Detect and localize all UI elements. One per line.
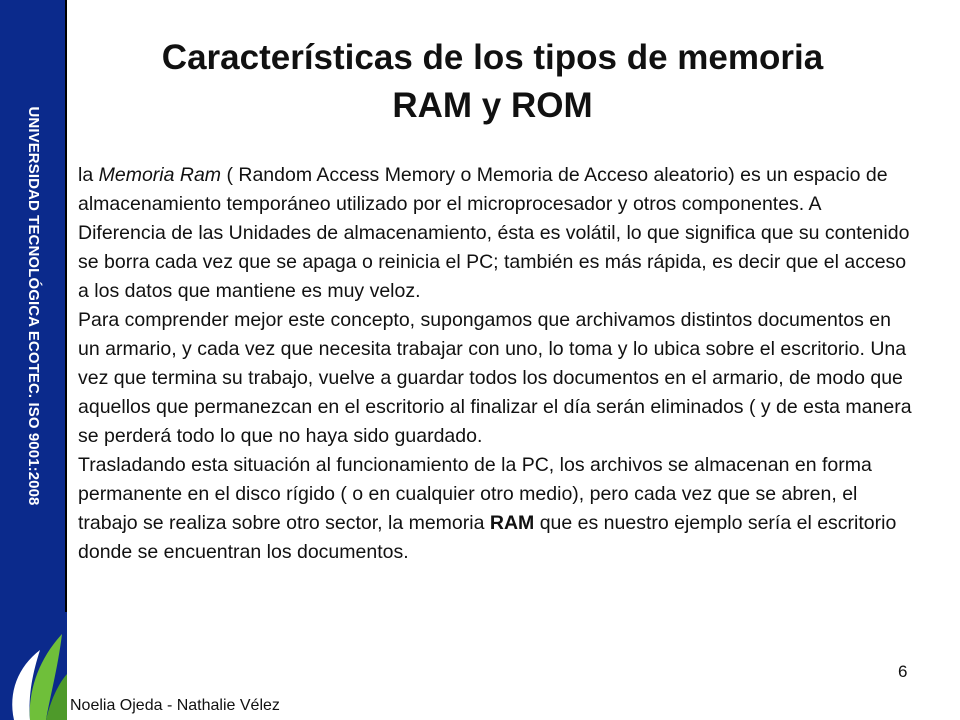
- page-number: 6: [898, 662, 908, 681]
- ecotec-leaf-logo-icon: [0, 612, 67, 720]
- paragraph-analogy: Para comprender mejor este concepto, supongamos que archivamos distintos documentos en un armario, y cada vez que necesita trabajar con uno, lo toma y lo ubica sobre el escritorio. Una vez que termina su trabajo, vuelve a guardar todos los documentos en el armario, de modo que aquellos que permanezcan en el escritorio al finalizar el día serán eliminados ( y de esta manera se perderá todo lo que no haya sido guardado.: [78, 309, 912, 447]
- title-line-1: Características de los tipos de memoria: [161, 38, 824, 77]
- paragraph-ram-definition: [78, 161, 913, 306]
- paragraph1-prefix: la: [78, 164, 99, 186]
- sidebar: [0, 0, 67, 720]
- slide-title: [75, 34, 910, 130]
- paragraph1-rest: ( Random Access Memory o Memoria de Acceso aleatorio) es un espacio de almacenamiento temporáneo utilizado por el microprocesador y otros componentes. A Diferencia de las Unidades de almacenamiento, ésta es volátil, lo que significa que su contenido se borra cada vez que se apaga o reinicia el PC; también es más rápida, es decir que el acceso a los datos que mantiene es muy veloz.: [78, 164, 910, 302]
- footer-authors: Noelia Ojeda - Nathalie Vélez: [70, 697, 280, 714]
- slide-body: [78, 161, 913, 567]
- paragraph3-after: que es nuestro ejemplo sería el escritorio donde se encuentran los documentos.: [78, 512, 897, 563]
- paragraph3-before: Trasladando esta situación al funcionamiento de la PC, los archivos se almacenan en forma permanente en el disco rígido ( o en cualquier otro medio), pero cada vez que se abren, el trabajo se realiza sobre otro sector, la memoria: [78, 454, 872, 534]
- paragraph-conclusion: [78, 451, 913, 567]
- sidebar-band: [0, 0, 67, 612]
- title-line-2: RAM y ROM: [392, 86, 593, 125]
- university-label: UNIVERSIDAD TECNOLÓGICA ECOTEC. ISO 9001:2008: [25, 106, 42, 506]
- ram-term: RAM: [489, 512, 535, 534]
- memoria-ram-term: Memoria Ram: [98, 164, 222, 186]
